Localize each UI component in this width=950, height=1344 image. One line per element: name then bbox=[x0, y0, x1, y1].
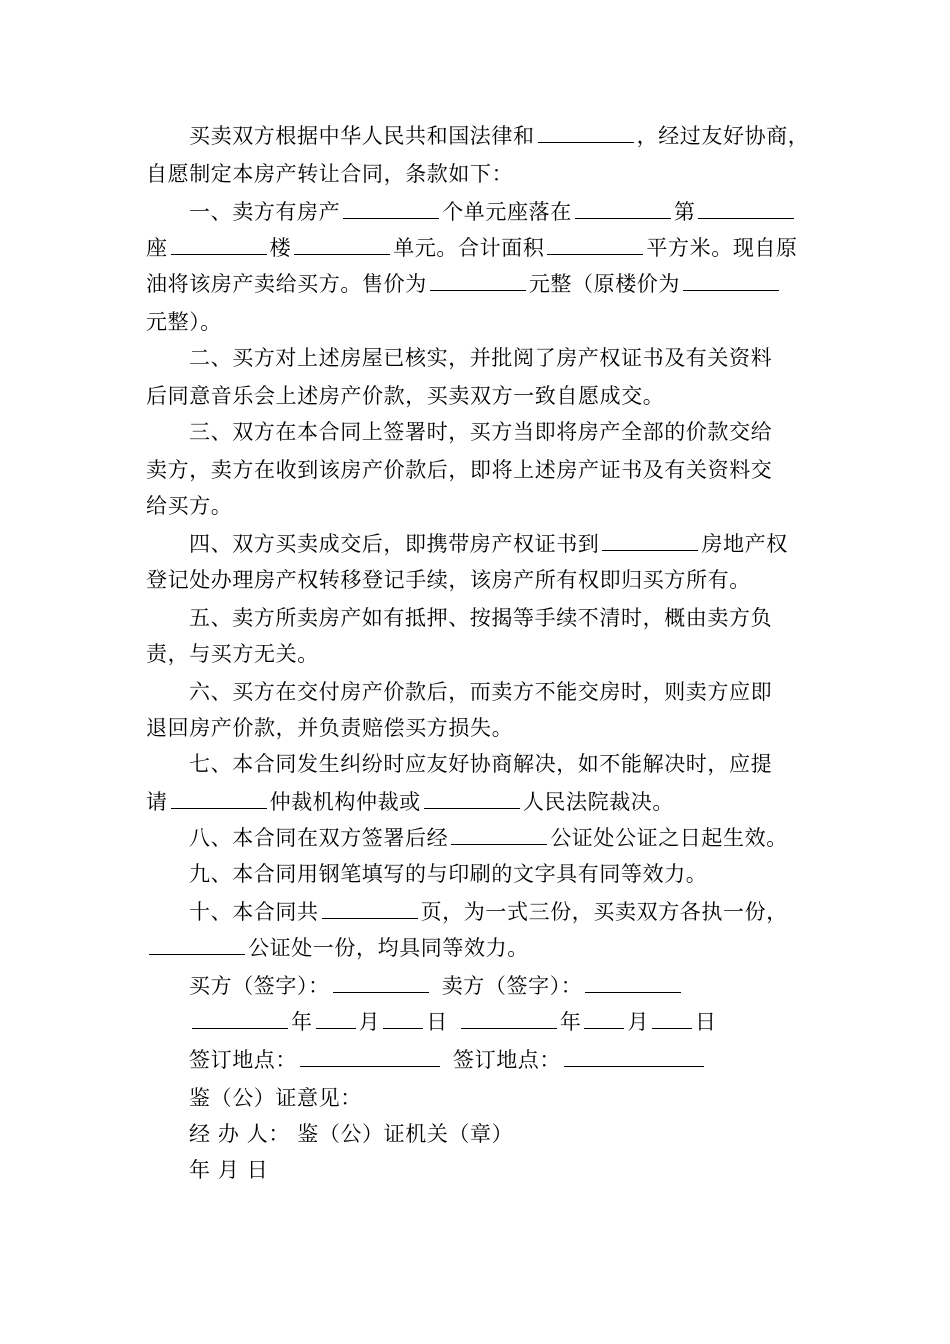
text: 仲裁机构仲裁或 bbox=[269, 790, 421, 814]
text: 请 bbox=[146, 790, 168, 814]
preamble-line-1 bbox=[0, 121, 950, 151]
seller-year-field[interactable] bbox=[461, 1010, 557, 1029]
text: 四、双方买卖成交后，即携带房产权证书到 bbox=[189, 532, 600, 556]
text: 月 bbox=[358, 1010, 381, 1034]
buyer-day-field[interactable] bbox=[383, 1010, 423, 1029]
blank-field[interactable] bbox=[424, 790, 520, 809]
text: 日 bbox=[695, 1010, 717, 1034]
clause-1-line-4: 元整）。 bbox=[146, 310, 222, 334]
blank-field[interactable] bbox=[575, 200, 671, 219]
clause-9-line-1: 九、本合同用钢笔填写的与印刷的文字具有同等效力。 bbox=[189, 862, 708, 886]
notary-opinion: 鉴（公）证意见： bbox=[189, 1086, 362, 1110]
text: 房地产权 bbox=[701, 532, 788, 556]
text: 公证处公证之日起生效。 bbox=[550, 826, 788, 850]
text: 第 bbox=[673, 200, 696, 224]
seller-place-label: 签订地点： bbox=[453, 1048, 561, 1072]
text: 平方米。现自原 bbox=[646, 236, 798, 260]
text: 年 bbox=[559, 1010, 582, 1034]
text: 页，为一式三份，买卖双方各执一份， bbox=[420, 900, 788, 924]
text: 楼 bbox=[269, 236, 292, 260]
date-line bbox=[0, 1007, 950, 1037]
clause-3-line-3: 给买方。 bbox=[146, 494, 233, 518]
blank-field[interactable] bbox=[149, 936, 245, 955]
clause-4-line-2: 登记处办理房产权转移登记手续，该房产所有权即归买方所有。 bbox=[146, 568, 751, 592]
buyer-place-field[interactable] bbox=[300, 1048, 440, 1067]
clause-1-line-3 bbox=[0, 269, 950, 299]
text: 元整（原楼价为 bbox=[528, 272, 681, 296]
seller-signature-field[interactable] bbox=[585, 974, 681, 993]
text: 座 bbox=[146, 236, 168, 260]
blank-field[interactable] bbox=[698, 200, 794, 219]
clause-6-line-2: 退回房产价款，并负责赔偿买方损失。 bbox=[146, 716, 514, 740]
clause-3-line-2: 卖方，卖方在收到该房产价款后，即将上述房产证书及有关资料交 bbox=[146, 458, 773, 482]
clause-8-line-1 bbox=[0, 823, 950, 853]
seller-day-field[interactable] bbox=[652, 1010, 692, 1029]
blank-field[interactable] bbox=[602, 532, 698, 551]
text: 公证处一份，均具同等效力。 bbox=[248, 936, 529, 960]
text: 一、卖方有房产 bbox=[189, 200, 341, 224]
clause-7-line-2 bbox=[0, 787, 950, 817]
preamble-line-2: 自愿制定本房产转让合同，条款如下： bbox=[146, 162, 514, 186]
handler-line: 经 办 人： 鉴（公）证机关（章） bbox=[189, 1122, 514, 1146]
text: 油将该房产卖给买方。售价为 bbox=[146, 272, 427, 296]
blank-field[interactable] bbox=[430, 272, 526, 291]
notary-date-line: 年 月 日 bbox=[189, 1158, 269, 1182]
clause-5-line-2: 责，与买方无关。 bbox=[146, 642, 319, 666]
blank-field[interactable] bbox=[683, 272, 779, 291]
buyer-month-field[interactable] bbox=[316, 1010, 356, 1029]
text: ，经过友好协商， bbox=[636, 124, 810, 148]
buyer-label: 买方（签字）： bbox=[189, 974, 330, 998]
clause-4-line-1 bbox=[0, 529, 950, 559]
clause-1-line-1 bbox=[0, 197, 950, 227]
blank-field[interactable] bbox=[171, 236, 267, 255]
text: 个单元座落在 bbox=[442, 200, 572, 224]
seller-month-field[interactable] bbox=[584, 1010, 624, 1029]
clause-10-line-1 bbox=[0, 897, 950, 927]
blank-field[interactable] bbox=[538, 124, 634, 143]
blank-field[interactable] bbox=[451, 826, 547, 845]
clause-3-line-1: 三、双方在本合同上签署时，买方当即将房产全部的价款交给 bbox=[189, 420, 773, 444]
blank-field[interactable] bbox=[171, 790, 267, 809]
blank-field[interactable] bbox=[322, 900, 418, 919]
text: 十、本合同共 bbox=[189, 900, 319, 924]
buyer-year-field[interactable] bbox=[192, 1010, 288, 1029]
signature-line bbox=[0, 971, 950, 1001]
clause-7-line-1: 七、本合同发生纠纷时应友好协商解决，如不能解决时，应提 bbox=[189, 752, 773, 776]
place-line bbox=[0, 1045, 950, 1075]
text: 买卖双方根据中华人民共和国法律和 bbox=[189, 124, 535, 148]
seller-label: 卖方（签字）： bbox=[441, 974, 583, 998]
blank-field[interactable] bbox=[294, 236, 390, 255]
text: 年 bbox=[291, 1010, 313, 1034]
clause-6-line-1: 六、买方在交付房产价款后，而卖方不能交房时，则卖方应即 bbox=[189, 680, 773, 704]
text: 人民法院裁决。 bbox=[522, 790, 675, 814]
blank-field[interactable] bbox=[547, 236, 643, 255]
text: 日 bbox=[426, 1010, 448, 1034]
buyer-signature-field[interactable] bbox=[333, 974, 429, 993]
blank-field[interactable] bbox=[343, 200, 439, 219]
text: 单元。合计面积 bbox=[393, 236, 545, 260]
text: 月 bbox=[627, 1010, 650, 1034]
seller-place-field[interactable] bbox=[564, 1048, 704, 1067]
clause-2-line-2: 后同意音乐会上述房产价款，买卖双方一致自愿成交。 bbox=[146, 384, 665, 408]
clause-1-line-2 bbox=[0, 233, 950, 263]
text: 八、本合同在双方签署后经 bbox=[189, 826, 449, 850]
clause-2-line-1: 二、买方对上述房屋已核实，并批阅了房产权证书及有关资料 bbox=[189, 346, 773, 370]
clause-5-line-1: 五、卖方所卖房产如有抵押、按揭等手续不清时，概由卖方负 bbox=[189, 606, 773, 630]
clause-10-line-2 bbox=[0, 933, 950, 963]
buyer-place-label: 签订地点： bbox=[189, 1048, 297, 1072]
